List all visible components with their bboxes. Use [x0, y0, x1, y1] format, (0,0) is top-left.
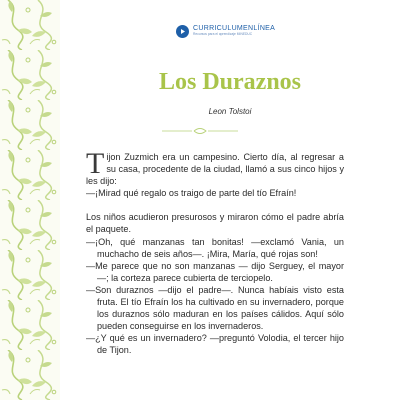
- brand-tagline: Recursos para el aprendizaje MINEDUC: [193, 32, 253, 37]
- ornament-divider-icon: [160, 126, 240, 136]
- vine-pattern-icon: [0, 0, 60, 400]
- play-icon: [176, 25, 189, 38]
- story-paragraph: —¡Oh, qué manzanas tan bonitas! —exclamó Vania, un muchacho de seis años—. ¡Mira, María, qué rojas son!: [86, 236, 344, 259]
- story-body: [86, 147, 344, 357]
- story-paragraph: Los niños acudieron presurosos y miraron cómo el padre abría el paquete.: [86, 212, 344, 235]
- story-paragraph: [86, 147, 344, 187]
- story-title: Los Duraznos: [158, 69, 302, 95]
- story-paragraph-text: ijon Zuzmich era un campesino. Cierto día, al regresar a su casa, procedente de la ciudad, llamó a sus cinco hijos y les dijo:: [86, 152, 344, 187]
- story-paragraph: —¡Mirad qué regalo os traigo de parte del tío Efraín!: [86, 188, 297, 199]
- brand-name: CURRICULUMENLÍNEA: [193, 25, 276, 33]
- story-author: Leon Tolstoi: [208, 107, 252, 116]
- story-paragraph: —Son duraznos —dijo el padre—. Nunca habíais visto esta fruta. El tío Efraín los ha cultivado en su invernadero, porque los duraznos sólo maduran en los países cálidos. Aquí sólo pueden conseguirse en los invernaderos.: [86, 284, 344, 332]
- story-paragraph: —Me parece que no son manzanas — dijo Serguey, el mayor—; la corteza parece cubierta de terciopelo.: [86, 260, 344, 283]
- brand-logo: [176, 22, 275, 40]
- drop-cap: T: [86, 147, 105, 180]
- decorative-vine-border: [0, 0, 60, 400]
- paragraph-gap: [86, 199, 344, 211]
- story-paragraph: —¿Y qué es un invernadero? —preguntó Volodia, el tercer hijo de Tijon.: [86, 333, 344, 356]
